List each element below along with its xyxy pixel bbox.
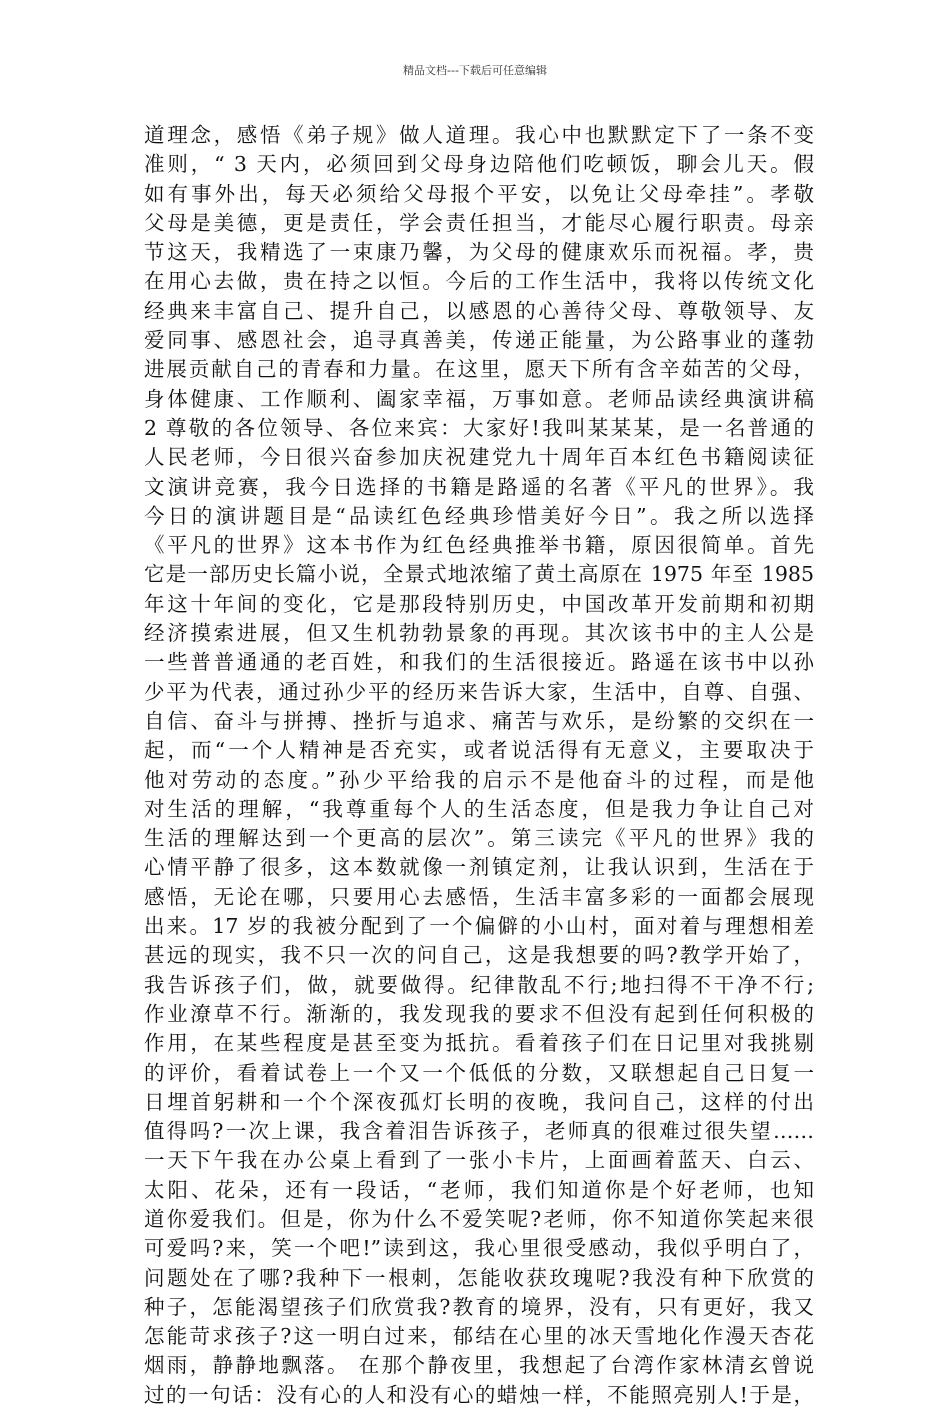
text-line: 今日的演讲题目是“品读红色经典珍惜美好今日”。我之所以选择 <box>144 503 814 528</box>
text-line: 我告诉孩子们，做，就要做得。纪律散乱不行;地扫得不干净不行; <box>144 972 814 997</box>
text-line: 如有事外出，每天必须给父母报个平安，以免让父母牵挂”。孝敬 <box>144 181 814 206</box>
text-line: 少平为代表，通过孙少平的经历来告诉大家，生活中，自尊、自强、 <box>144 679 814 704</box>
text-line: 过的一句话：没有心的人和没有心的蜡烛一样，不能照亮别人!于是， <box>144 1382 814 1407</box>
text-line: 进展贡献自己的青春和力量。在这里，愿天下所有含辛茹苦的父母， <box>144 357 814 382</box>
text-line: 一天下午我在办公桌上看到了一张小卡片，上面画着蓝天、白云、 <box>144 1148 814 1173</box>
text-line: 问题处在了哪?我种下一根刺，怎能收获玫瑰呢?我没有种下欣赏的 <box>144 1265 814 1290</box>
text-line: 道你爱我们。但是，你为什么不爱笑呢?老师，你不知道你笑起来很 <box>144 1206 814 1231</box>
document-body <box>144 121 814 1410</box>
text-line: 年这十年间的变化，它是那段特别历史，中国改革开发前期和初期 <box>144 591 814 616</box>
text-line: 对生活的理解，“我尊重每个人的生活态度，但是我力争让自己对 <box>144 796 814 821</box>
text-line: 自信、奋斗与拼搏、挫折与追求、痛苦与欢乐，是纷繁的交织在一 <box>144 708 814 733</box>
text-line: 值得吗?一次上课，我含着泪告诉孩子，老师真的很难过很失望…… <box>144 1119 814 1144</box>
text-line: 准则，“ 3 天内，必须回到父母身边陪他们吃顿饭，聊会儿天。假 <box>144 152 814 177</box>
text-line: 的评价，看着试卷上一个又一个低低的分数，又联想起自己日复一 <box>144 1060 814 1085</box>
text-line: 种子，怎能渴望孩子们欣赏我?教育的境界，没有，只有更好，我又 <box>144 1294 814 1319</box>
text-line: 2 尊敬的各位领导、各位来宾：大家好!我叫某某某，是一名普通的 <box>144 415 814 440</box>
text-line: 作业潦草不行。渐渐的，我发现我的要求不但没有起到任何积极的 <box>144 1001 814 1026</box>
text-line: 甚远的现实，我不只一次的问自己，这是我想要的吗?教学开始了， <box>144 943 814 968</box>
text-line: 感悟，无论在哪，只要用心去感悟，生活丰富多彩的一面都会展现 <box>144 884 814 909</box>
text-line: 生活的理解达到一个更高的层次”。第三读完《平凡的世界》我的 <box>144 826 814 851</box>
text-line: 在用心去做，贵在持之以恒。今后的工作生活中，我将以传统文化 <box>144 269 814 294</box>
text-line: 心情平静了很多，这本数就像一剂镇定剂，让我认识到，生活在于 <box>144 855 814 880</box>
page-header: 精品文档---下载后可任意编辑 <box>403 64 547 77</box>
text-line: 文演讲竞赛，我今日选择的书籍是路遥的名著《平凡的世界》。我 <box>144 474 814 499</box>
text-line: 节这天，我精选了一束康乃馨，为父母的健康欢乐而祝福。孝，贵 <box>144 240 814 265</box>
text-line: 出来。17 岁的我被分配到了一个偏僻的小山村，面对着与理想相差 <box>144 914 814 939</box>
text-line: 太阳、花朵，还有一段话，“老师，我们知道你是个好老师，也知 <box>144 1177 814 1202</box>
text-line: 父母是美德，更是责任，学会责任担当，才能尽心履行职责。母亲 <box>144 210 814 235</box>
text-line: 作用，在某些程度是甚至变为抵抗。看着孩子们在日记里对我挑剔 <box>144 1031 814 1056</box>
text-line: 起，而“一个人精神是否充实，或者说活得有无意义，主要取决于 <box>144 738 814 763</box>
text-line: 经济摸索进展，但又生机勃勃景象的再现。其次该书中的主人公是 <box>144 621 814 646</box>
text-line: 它是一部历史长篇小说，全景式地浓缩了黄土高原在 1975 年至 1985 <box>144 562 814 587</box>
text-line: 日埋首躬耕和一个个深夜孤灯长明的夜晚，我问自己，这样的付出 <box>144 1089 814 1114</box>
text-line: 道理念，感悟《弟子规》做人道理。我心中也默默定下了一条不变 <box>144 123 814 147</box>
text-line: 《平凡的世界》这本书作为红色经典推举书籍，原因很简单。首先 <box>144 533 814 558</box>
text-line: 烟雨，静静地飘落。 在那个静夜里，我想起了台湾作家林清玄曾说 <box>144 1353 814 1378</box>
text-line: 爱同事、感恩社会，追寻真善美，传递正能量，为公路事业的蓬勃 <box>144 328 814 353</box>
text-line: 一些普普通通的老百姓，和我们的生活很接近。路遥在该书中以孙 <box>144 650 814 675</box>
text-line: 人民老师，今日很兴奋参加庆祝建党九十周年百本红色书籍阅读征 <box>144 445 814 470</box>
text-line: 可爱吗?来，笑一个吧!”读到这，我心里很受感动，我似乎明白了， <box>144 1236 814 1261</box>
text-line: 身体健康、工作顺利、阖家幸福，万事如意。老师品读经典演讲稿 <box>144 386 814 411</box>
text-line: 怎能苛求孩子?这一明白过来，郁结在心里的冰天雪地化作漫天杏花 <box>144 1324 814 1349</box>
text-line: 他对劳动的态度。”孙少平给我的启示不是他奋斗的过程，而是他 <box>144 767 814 792</box>
text-line: 经典来丰富自己、提升自己，以感恩的心善待父母、尊敬领导、友 <box>144 298 814 323</box>
